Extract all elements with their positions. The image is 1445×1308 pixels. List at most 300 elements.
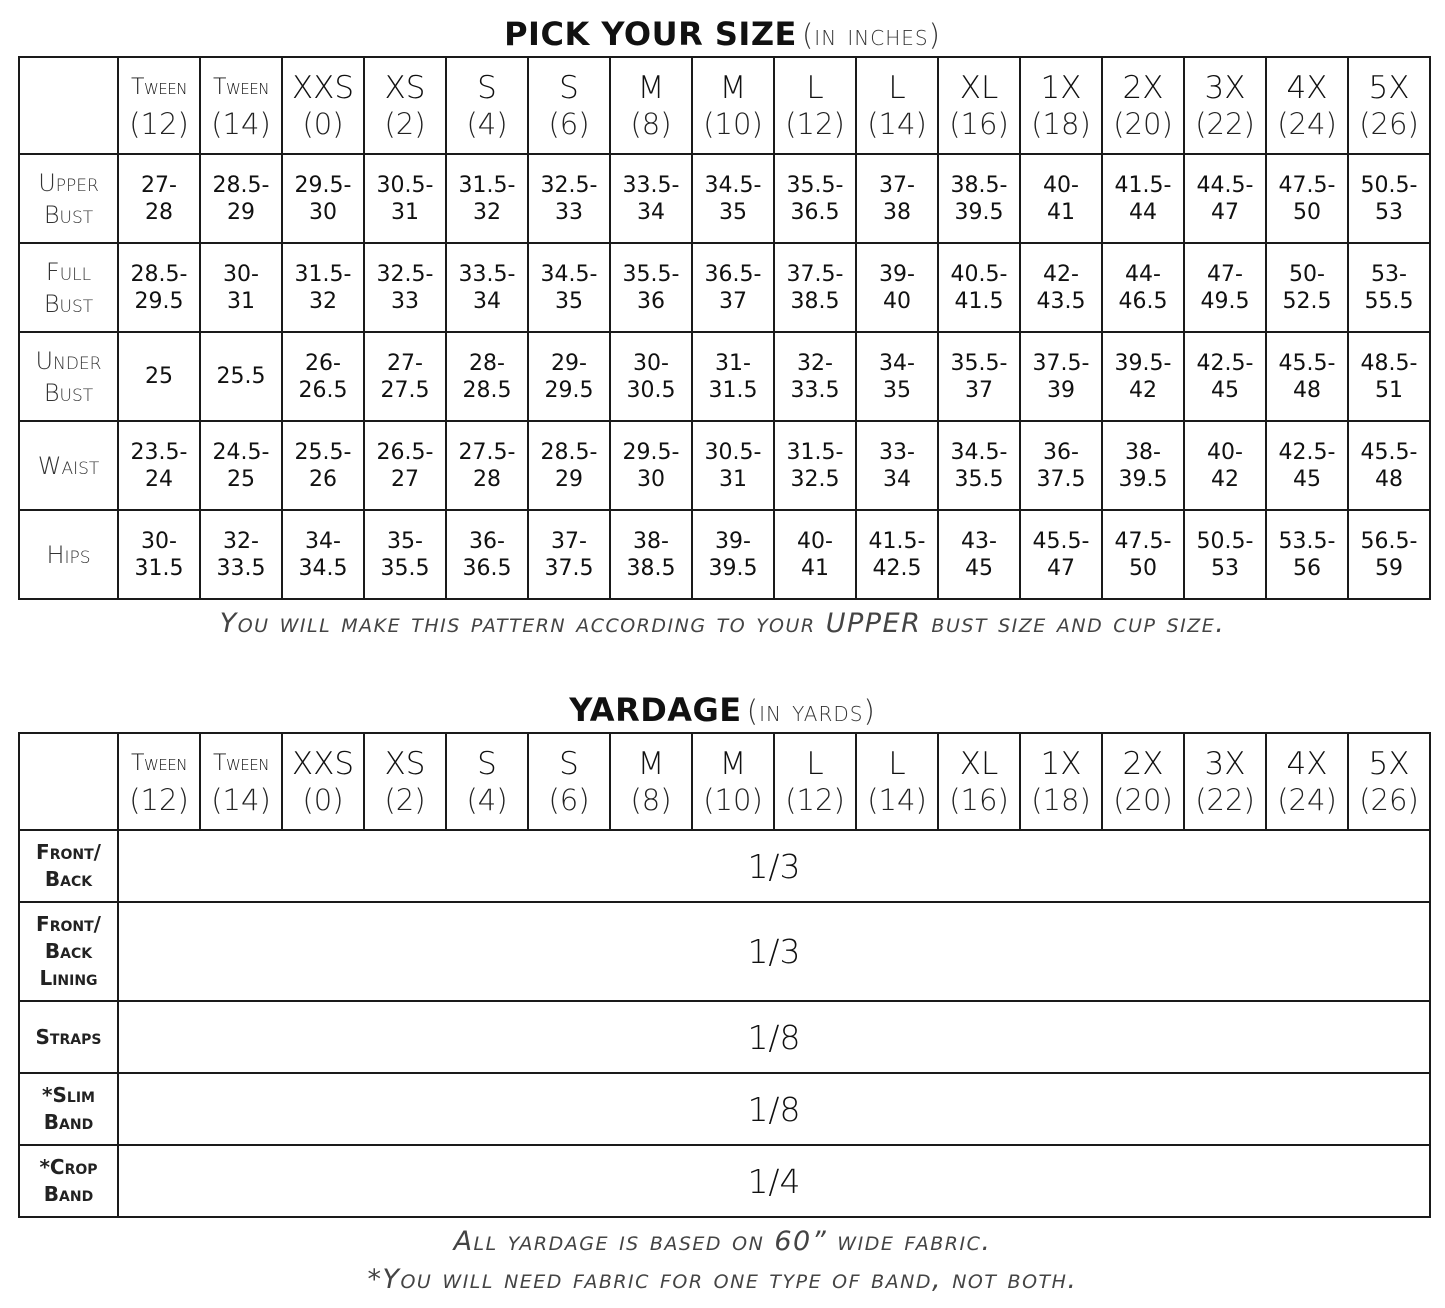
size-column-header [118, 57, 200, 154]
size-label: M [637, 745, 665, 782]
size-column-header [1266, 57, 1348, 154]
measurement-value-line: 37 [719, 288, 747, 314]
measurement-value-line: 35 [719, 199, 747, 225]
measurement-value-line: 27- [141, 172, 177, 198]
measurement-value-line: 41 [801, 555, 829, 581]
measurement-value-line: 52.5 [1282, 288, 1332, 314]
size-label: 4X [1286, 69, 1328, 106]
measurement-cell [1102, 332, 1184, 421]
yardage-row [19, 1001, 1430, 1073]
size-number: (0) [302, 106, 344, 141]
yardage-row [19, 1145, 1430, 1217]
measurement-value-line: 45.5- [1278, 350, 1336, 376]
measurement-value-line: 24.5- [212, 439, 270, 465]
size-column-header [1184, 733, 1266, 830]
measurement-cell [1184, 510, 1266, 599]
measurement-value-line: 31.5- [294, 261, 352, 287]
measurement-cell [1184, 243, 1266, 332]
measurement-value-line: 28.5 [462, 377, 512, 403]
size-number: (2) [384, 106, 426, 141]
size-column-header [446, 733, 528, 830]
measurement-value-line: 39.5- [1114, 350, 1172, 376]
yardage-piece-label-line: Straps [35, 1024, 102, 1049]
measurement-value-line: 45 [1211, 377, 1239, 403]
size-label: 4X [1286, 745, 1328, 782]
measurement-value-line: 38.5- [950, 172, 1008, 198]
size-column-header [692, 57, 774, 154]
measurement-value-line: 25.5- [294, 439, 352, 465]
yardage-amount: 1/3 [118, 830, 1430, 902]
measurement-cell [692, 421, 774, 510]
size-number: (24) [1277, 782, 1337, 817]
size-column-header [774, 57, 856, 154]
measurement-value-line: 28.5- [130, 261, 188, 287]
measurement-cell [692, 510, 774, 599]
size-column-header [200, 57, 282, 154]
size-number: (22) [1195, 106, 1255, 141]
size-label: L [888, 69, 906, 106]
yardage-piece-label [19, 1001, 118, 1073]
measurement-value-line: 48 [1375, 466, 1403, 492]
size-label: S [477, 745, 497, 782]
size-number: (16) [949, 106, 1009, 141]
yardage-row [19, 830, 1430, 902]
measurement-cell [200, 332, 282, 421]
size-label: 1X [1040, 745, 1082, 782]
measurement-value-line: 32- [797, 350, 833, 376]
size-column-header [1348, 733, 1430, 830]
measurement-cell [200, 421, 282, 510]
measurement-value-line: 30.5 [626, 377, 676, 403]
measurement-cell [610, 421, 692, 510]
size-number: (0) [302, 782, 344, 817]
size-number: (12) [785, 106, 845, 141]
measurement-cell [446, 154, 528, 243]
measurement-value-line: 34- [305, 528, 341, 554]
measurement-value-line: 34- [879, 350, 915, 376]
size-column-header [610, 733, 692, 830]
size-column-header [1184, 57, 1266, 154]
measurement-cell [282, 332, 364, 421]
measurement-value-line: 39.5 [954, 199, 1004, 225]
measurement-value-line: 50 [1293, 199, 1321, 225]
measurement-value-line: 29 [555, 466, 583, 492]
size-column-header [200, 733, 282, 830]
measurement-value-line: 37.5- [786, 261, 844, 287]
measurement-value-line: 38 [883, 199, 911, 225]
measurement-value-line: 37 [965, 377, 993, 403]
measurement-value-line: 33- [879, 439, 915, 465]
measurement-cell [1348, 154, 1430, 243]
measurement-value-line: 28 [145, 199, 173, 225]
size-label: XXS [291, 745, 355, 782]
measurement-cell [856, 510, 938, 599]
measurement-cell [1184, 332, 1266, 421]
measurement-value-line: 26.5- [376, 439, 434, 465]
measurement-label-line: Full [45, 257, 92, 286]
measurement-value-line: 37- [551, 528, 587, 554]
yardage-piece-label-line: Back [44, 867, 93, 891]
yardage-amount: 1/8 [118, 1001, 1430, 1073]
measurement-value-line: 29.5 [134, 288, 184, 314]
measurement-value-line: 41.5- [868, 528, 926, 554]
size-number: (12) [129, 782, 189, 817]
measurement-value-line: 30 [637, 466, 665, 492]
measurement-label-line: Hips [46, 540, 91, 569]
measurement-cell [1348, 243, 1430, 332]
size-label: L [888, 745, 906, 782]
size-column-header [1266, 733, 1348, 830]
measurement-value-line: 56 [1293, 555, 1321, 581]
measurement-cell [364, 332, 446, 421]
measurement-label-line: Under [35, 346, 102, 375]
measurement-value-line: 39- [715, 528, 751, 554]
measurement-value-line: 33.5 [216, 555, 266, 581]
measurement-cell [446, 332, 528, 421]
yardage-chart-table [18, 732, 1431, 1218]
size-number: (24) [1277, 106, 1337, 141]
measurement-cell [528, 510, 610, 599]
measurement-value-line: 25 [227, 466, 255, 492]
measurement-value-line: 34 [883, 466, 911, 492]
measurement-value-line: 45 [1293, 466, 1321, 492]
measurement-value-line: 53 [1211, 555, 1239, 581]
measurement-value-line: 32 [473, 199, 501, 225]
measurement-cell [938, 154, 1020, 243]
measurement-value-line: 47- [1207, 261, 1243, 287]
measurement-value-line: 31 [391, 199, 419, 225]
measurement-value-line: 27 [391, 466, 419, 492]
measurement-value-line: 28.5- [212, 172, 270, 198]
measurement-value-line: 34.5 [298, 555, 348, 581]
measurement-value-line: 34 [637, 199, 665, 225]
measurement-cell [1184, 154, 1266, 243]
measurement-value-line: 33 [391, 288, 419, 314]
size-number: (22) [1195, 782, 1255, 817]
size-number: (14) [867, 782, 927, 817]
measurement-cell [1184, 421, 1266, 510]
measurement-value-line: 36.5 [462, 555, 512, 581]
measurement-value-line: 28 [473, 466, 501, 492]
measurement-value-line: 31.5 [134, 555, 184, 581]
size-label: 5X [1368, 69, 1410, 106]
measurement-value-line: 36- [469, 528, 505, 554]
size-number: (12) [785, 782, 845, 817]
yardage-chart-unit: (in yards) [746, 694, 876, 728]
size-label: L [806, 69, 824, 106]
yardage-piece-label [19, 902, 118, 1001]
yardage-piece-label-line: Front/ [36, 912, 101, 936]
measurement-value-line: 45.5- [1360, 439, 1418, 465]
measurement-value-line: 41 [1047, 199, 1075, 225]
size-chart-heading: PICK YOUR SIZE [504, 15, 797, 53]
measurement-value-line: 24 [145, 466, 173, 492]
measurement-cell [1348, 421, 1430, 510]
size-label: 1X [1040, 69, 1082, 106]
measurement-cell [692, 154, 774, 243]
size-chart-note: You will make this pattern according to your UPPER bust size and cup size. [219, 608, 1226, 639]
measurement-cell [200, 510, 282, 599]
measurement-value-line: 30- [223, 261, 259, 287]
size-column-header [1102, 733, 1184, 830]
measurement-row [19, 332, 1430, 421]
measurement-cell [446, 510, 528, 599]
measurement-cell [118, 154, 200, 243]
measurement-value-line: 33 [555, 199, 583, 225]
measurement-value-line: 35 [555, 288, 583, 314]
measurement-value-line: 33.5- [458, 261, 516, 287]
measurement-cell [1266, 510, 1348, 599]
measurement-value-line: 40- [1043, 172, 1079, 198]
size-label: S [477, 69, 497, 106]
measurement-value-line: 44- [1125, 261, 1161, 287]
size-number: (10) [703, 782, 763, 817]
measurement-cell [774, 421, 856, 510]
measurement-cell [1020, 510, 1102, 599]
measurement-value-line: 46.5 [1118, 288, 1168, 314]
measurement-cell [446, 421, 528, 510]
size-column-header [364, 733, 446, 830]
measurement-value-line: 48.5- [1360, 350, 1418, 376]
size-number: (4) [466, 106, 508, 141]
size-label: 2X [1122, 745, 1164, 782]
yardage-amount: 1/8 [118, 1073, 1430, 1145]
measurement-value-line: 29.5- [622, 439, 680, 465]
measurement-cell [1020, 243, 1102, 332]
measurement-cell [1102, 510, 1184, 599]
measurement-value-line: 29.5- [294, 172, 352, 198]
size-label: Tween [131, 74, 187, 100]
yardage-amount: 1/4 [118, 1145, 1430, 1217]
measurement-label [19, 154, 118, 243]
measurement-value-line: 37.5 [544, 555, 594, 581]
size-number: (14) [211, 106, 271, 141]
measurement-cell [118, 243, 200, 332]
size-label: S [559, 745, 579, 782]
size-column-header [856, 733, 938, 830]
measurement-value-line: 30.5- [376, 172, 434, 198]
measurement-value-line: 53 [1375, 199, 1403, 225]
size-number: (14) [211, 782, 271, 817]
size-column-header [446, 57, 528, 154]
measurement-cell [364, 510, 446, 599]
size-label: XL [959, 745, 999, 782]
measurement-label-line: Bust [43, 378, 94, 407]
yardage-row [19, 902, 1430, 1001]
measurement-cell [938, 243, 1020, 332]
measurement-cell [938, 421, 1020, 510]
measurement-cell [364, 243, 446, 332]
size-column-header [692, 733, 774, 830]
size-column-header [282, 57, 364, 154]
yardage-note-band: *You will need fabric for one type of band, not both. [367, 1264, 1078, 1295]
measurement-value-line: 35.5- [622, 261, 680, 287]
measurement-value-line: 36- [1043, 439, 1079, 465]
measurement-cell [610, 154, 692, 243]
yardage-piece-label [19, 1145, 118, 1217]
size-label: M [637, 69, 665, 106]
measurement-cell [774, 510, 856, 599]
measurement-value-line: 38.5 [790, 288, 840, 314]
measurement-value-line: 23.5- [130, 439, 188, 465]
measurement-cell [856, 154, 938, 243]
size-number: (8) [630, 106, 672, 141]
measurement-cell [282, 510, 364, 599]
measurement-value-line: 37- [879, 172, 915, 198]
size-label: 3X [1204, 745, 1246, 782]
measurement-value-line: 42.5- [1196, 350, 1254, 376]
measurement-value-line: 32.5 [790, 466, 840, 492]
size-number: (4) [466, 782, 508, 817]
measurement-cell [446, 243, 528, 332]
measurement-value-line: 50.5- [1360, 172, 1418, 198]
measurement-cell [938, 510, 1020, 599]
measurement-value-line: 47 [1047, 555, 1075, 581]
measurement-value-line: 41.5- [1114, 172, 1172, 198]
measurement-value-line: 29.5 [544, 377, 594, 403]
measurement-cell [118, 421, 200, 510]
measurement-label-line: Waist [37, 451, 100, 480]
measurement-value-line: 30- [633, 350, 669, 376]
measurement-cell [774, 154, 856, 243]
measurement-cell [692, 332, 774, 421]
measurement-value-line: 40 [883, 288, 911, 314]
measurement-label-line: Bust [43, 200, 94, 229]
measurement-cell [1348, 510, 1430, 599]
measurement-cell [1102, 243, 1184, 332]
size-label: XS [384, 745, 426, 782]
yardage-note-fabric-width: All yardage is based on 60” wide fabric. [453, 1226, 992, 1257]
measurement-value-line: 27.5 [380, 377, 430, 403]
measurement-cell [774, 332, 856, 421]
measurement-value-line: 34 [473, 288, 501, 314]
measurement-value-line: 35 [883, 377, 911, 403]
measurement-value-line: 29- [551, 350, 587, 376]
measurement-value-line: 39 [1047, 377, 1075, 403]
size-number: (20) [1113, 782, 1173, 817]
measurement-value-line: 30 [309, 199, 337, 225]
measurement-value-line: 34.5- [950, 439, 1008, 465]
measurement-value-line: 32.5- [540, 172, 598, 198]
measurement-value-line: 31 [719, 466, 747, 492]
measurement-value-line: 29 [227, 199, 255, 225]
measurement-value-line: 31 [227, 288, 255, 314]
size-label: Tween [213, 74, 269, 100]
measurement-cell [364, 154, 446, 243]
measurement-cell [528, 243, 610, 332]
measurement-value-line: 32- [223, 528, 259, 554]
measurement-cell [282, 154, 364, 243]
measurement-cell [856, 243, 938, 332]
size-column-header [1020, 57, 1102, 154]
size-label: M [719, 69, 747, 106]
measurement-cell [528, 332, 610, 421]
measurement-cell [1348, 332, 1430, 421]
size-label: XXS [291, 69, 355, 106]
measurement-cell [856, 421, 938, 510]
measurement-value-line: 55.5 [1364, 288, 1414, 314]
yardage-chart-heading: YARDAGE [569, 691, 742, 729]
size-column-header [528, 57, 610, 154]
size-number: (10) [703, 106, 763, 141]
size-column-header [1348, 57, 1430, 154]
measurement-value-line: 26.5 [298, 377, 348, 403]
measurement-cell [610, 510, 692, 599]
measurement-cell [364, 421, 446, 510]
measurement-value-line: 43- [961, 528, 997, 554]
size-number: (2) [384, 782, 426, 817]
measurement-cell [1266, 332, 1348, 421]
size-label: Tween [213, 750, 269, 776]
measurement-cell [200, 154, 282, 243]
measurement-cell [774, 243, 856, 332]
measurement-value-line: 47 [1211, 199, 1239, 225]
size-column-header [938, 733, 1020, 830]
measurement-value-line: 38- [1125, 439, 1161, 465]
measurement-cell [1020, 332, 1102, 421]
size-label: S [559, 69, 579, 106]
measurement-cell [528, 421, 610, 510]
measurement-value-line: 37.5- [1032, 350, 1090, 376]
size-number: (6) [548, 106, 590, 141]
measurement-value-line: 42- [1043, 261, 1079, 287]
yardage-piece-label [19, 1073, 118, 1145]
measurement-value-line: 30- [141, 528, 177, 554]
measurement-cell [528, 154, 610, 243]
measurement-row [19, 154, 1430, 243]
measurement-value-line: 45 [965, 555, 993, 581]
measurement-value-line: 35- [387, 528, 423, 554]
measurement-value-line: 35.5 [954, 466, 1004, 492]
measurement-value-line: 43.5 [1036, 288, 1086, 314]
size-label: L [806, 745, 824, 782]
measurement-cell [1266, 421, 1348, 510]
measurement-value-line: 26- [305, 350, 341, 376]
measurement-row [19, 510, 1430, 599]
measurement-label-line: Bust [43, 289, 94, 318]
measurement-cell [610, 332, 692, 421]
yardage-piece-label-line: Front/ [36, 840, 101, 864]
measurement-value-line: 48 [1293, 377, 1321, 403]
measurement-cell [938, 332, 1020, 421]
yardage-piece-label-line: Band [43, 1182, 94, 1206]
measurement-value-line: 31.5 [708, 377, 758, 403]
measurement-value-line: 40.5- [950, 261, 1008, 287]
size-column-header [282, 733, 364, 830]
yardage-piece-label-line: Back [44, 939, 93, 963]
yardage-chart-title [0, 691, 1445, 729]
size-number: (18) [1031, 106, 1091, 141]
yardage-piece-label-line: Band [43, 1110, 94, 1134]
size-label: 2X [1122, 69, 1164, 106]
measurement-value-line: 36.5- [704, 261, 762, 287]
measurement-value-line: 32 [309, 288, 337, 314]
measurement-cell [282, 243, 364, 332]
measurement-value-line: 25.5 [216, 364, 266, 389]
measurement-cell [692, 243, 774, 332]
yardage-row [19, 1073, 1430, 1145]
size-number: (12) [129, 106, 189, 141]
measurement-value-line: 26 [309, 466, 337, 492]
measurement-value-line: 42 [1129, 377, 1157, 403]
measurement-value-line: 25 [145, 364, 173, 389]
size-column-header [1102, 57, 1184, 154]
size-column-header [118, 733, 200, 830]
measurement-value-line: 40- [797, 528, 833, 554]
header-row [19, 57, 1430, 154]
size-column-header [856, 57, 938, 154]
measurement-cell [1102, 421, 1184, 510]
